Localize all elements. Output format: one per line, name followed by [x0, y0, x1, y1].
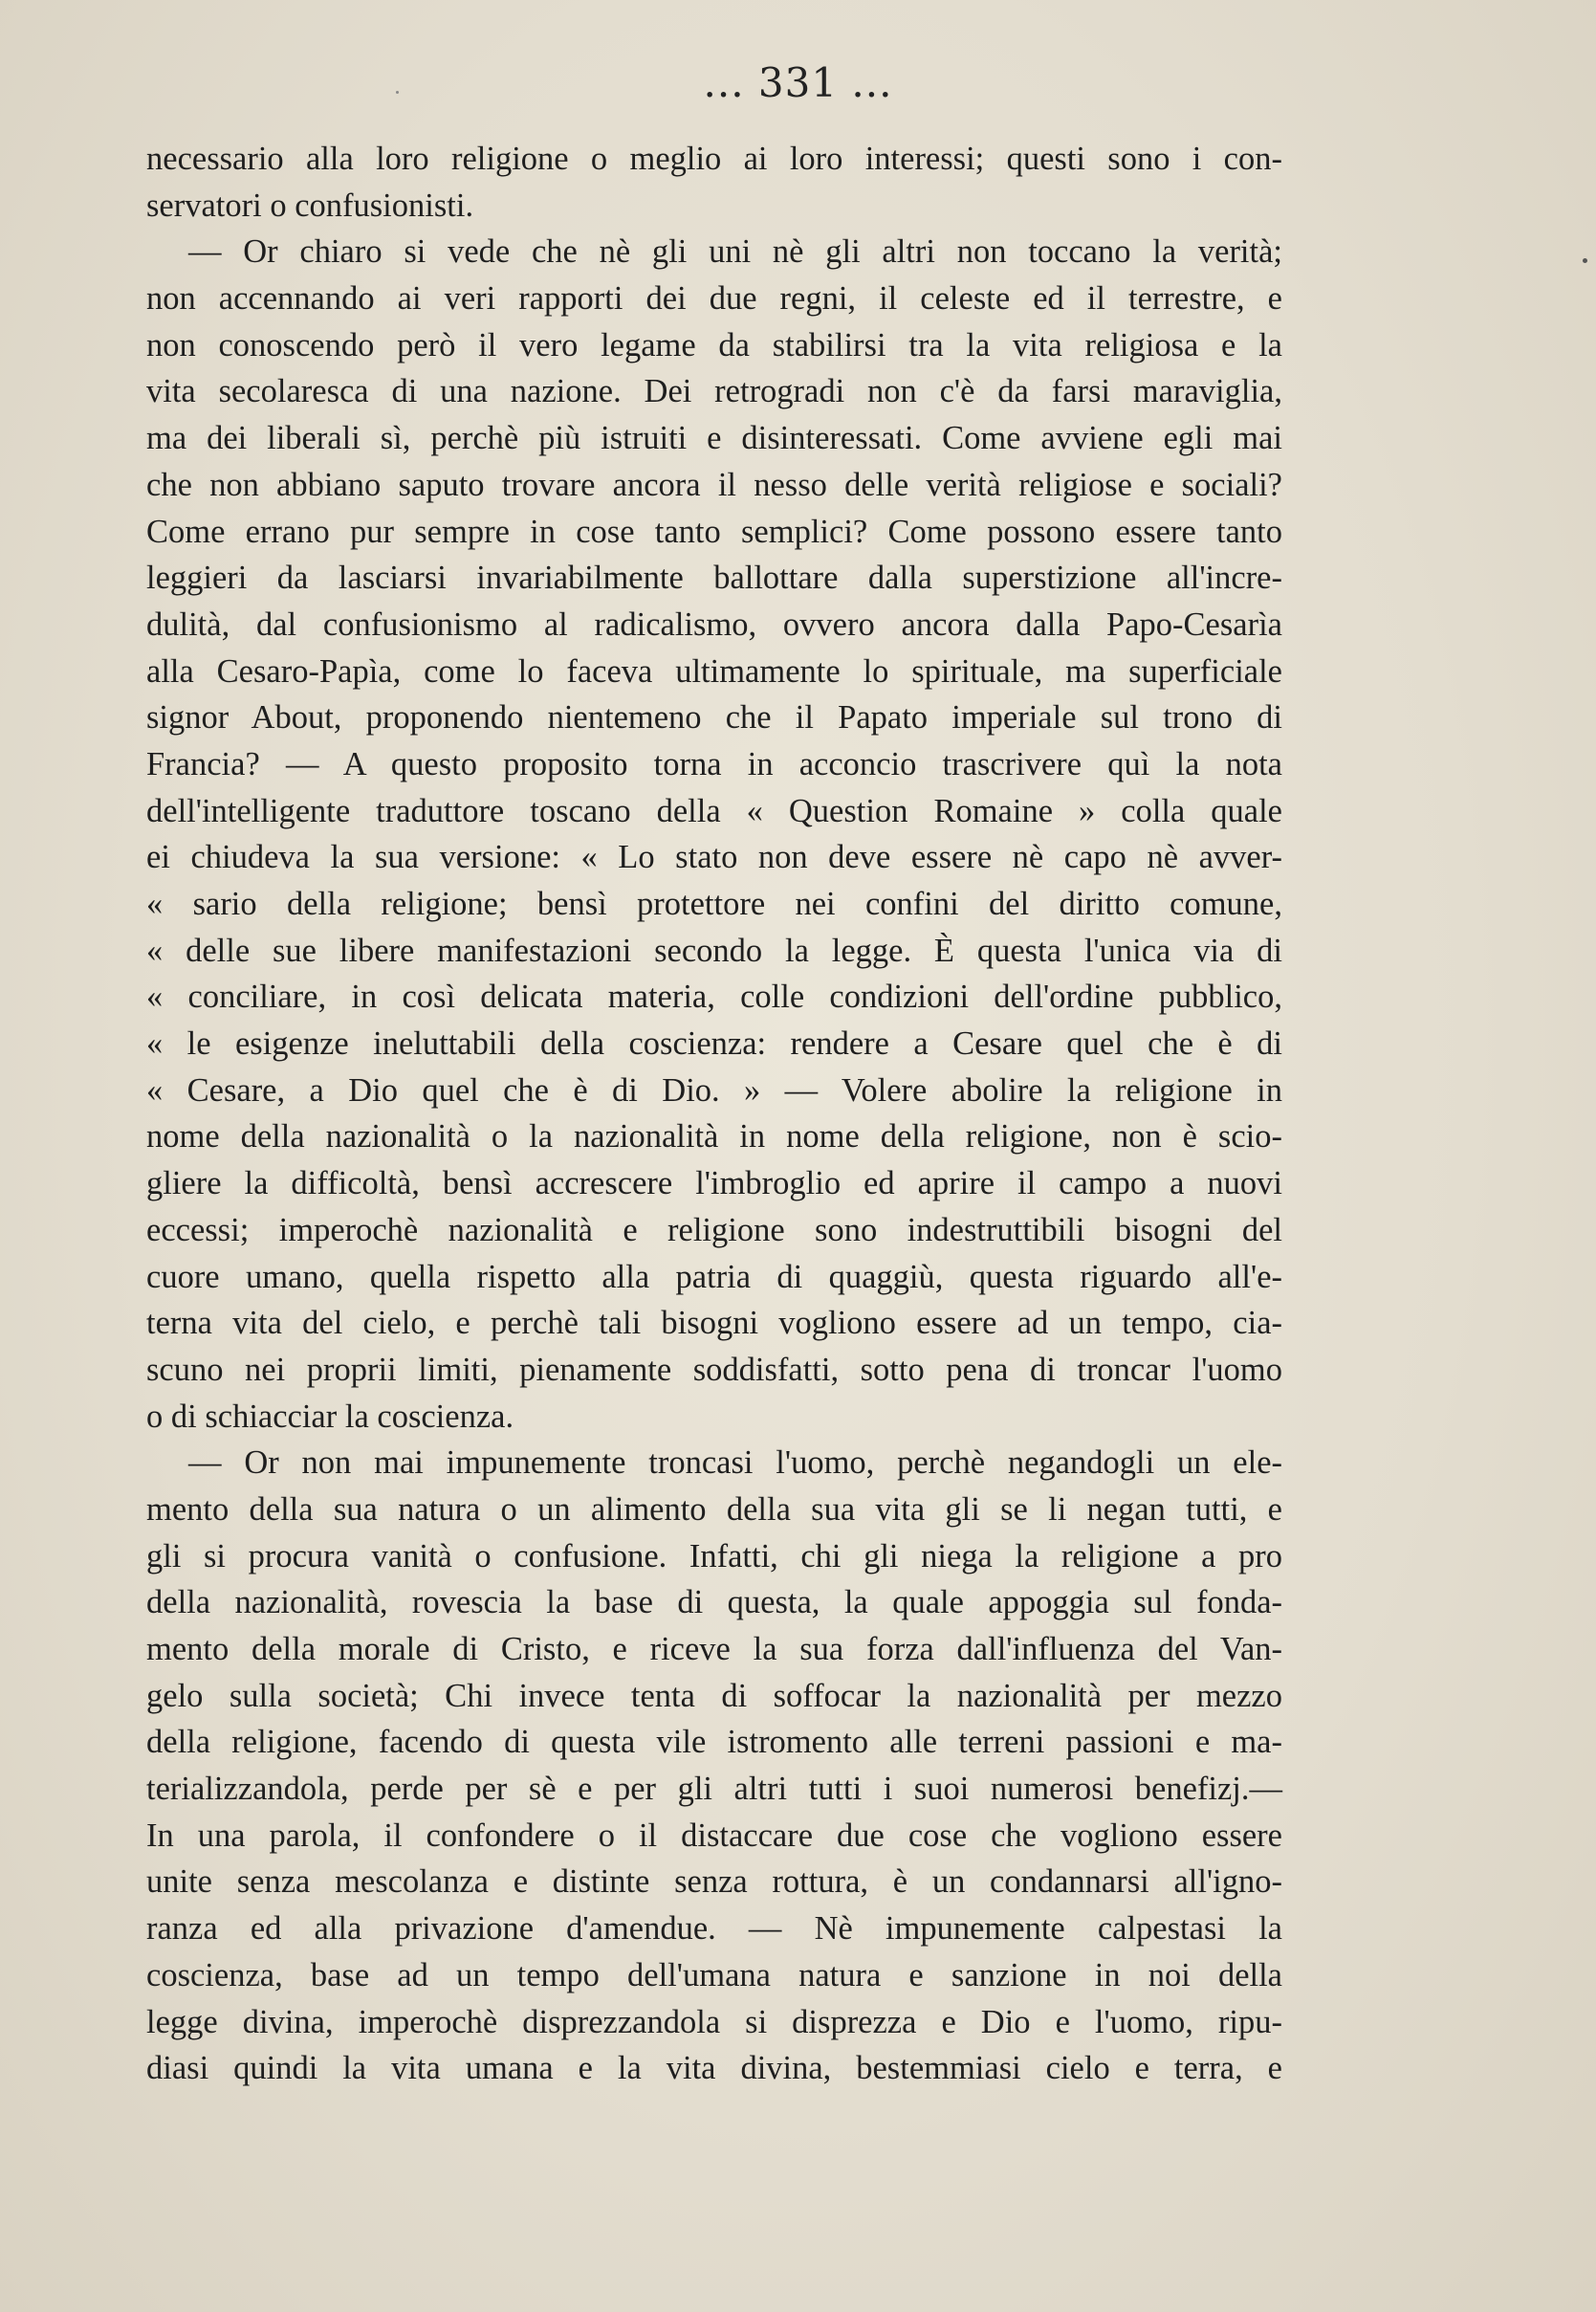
text-line: ma dei liberali sì, perchè più istruiti e disinteressati. Come avviene egli mai: [146, 420, 1282, 457]
text-line: o di schiacciar la coscienza.: [146, 1398, 514, 1435]
text-line: della nazionalità, rovescia la base di questa, la quale appoggia sul fonda-: [146, 1584, 1282, 1621]
text-line: mento della morale di Cristo, e riceve la sua forza dall'influenza del Van-: [146, 1631, 1282, 1667]
text-line: diasi quindi la vita umana e la vita divina, bestemmiasi cielo e terra, e: [146, 2050, 1282, 2087]
text-line: terna vita del cielo, e perchè tali bisogni vogliono essere ad un tempo, cia-: [146, 1305, 1282, 1342]
text-line: « Cesare, a Dio quel che è di Dio. » — Volere abolire la religione in: [146, 1071, 1282, 1109]
text-line: non conoscendo però il vero legame da stabilirsi tra la vita religiosa e la: [146, 326, 1282, 363]
text-line: gliere la difficoltà, bensì accrescere l'imbroglio ed aprire il campo a nuovi: [146, 1165, 1282, 1202]
text-line: gli si procura vanità o confusione. Infatti, chi gli niega la religione a pro: [146, 1537, 1282, 1574]
text-line: non accennando ai veri rapporti dei due regni, il celeste ed il terrestre, e: [146, 280, 1282, 318]
text-line: In una parola, il confondere o il distaccare due cose che vogliono essere: [146, 1817, 1282, 1854]
text-line: Come errano pur sempre in cose tanto semplici? Come possono essere tanto: [146, 513, 1282, 550]
text-line: che non abbiano saputo trovare ancora il nesso delle verità religiose e sociali?: [146, 466, 1282, 503]
text-line: coscienza, base ad un tempo dell'umana natura e sanzione in noi della: [146, 1956, 1282, 1993]
text-line: eccessi; imperochè nazionalità e religione sono indestruttibili bisogni del: [146, 1211, 1282, 1248]
text-line: « le esigenze ineluttabili della coscienza: rendere a Cesare quel che è di: [146, 1025, 1282, 1063]
text-line: — Or non mai impunemente troncasi l'uomo, perchè negandogli un ele-: [188, 1444, 1282, 1482]
page-number: ... 331 ...: [703, 59, 893, 106]
text-line: servatori o confusionisti.: [146, 187, 474, 224]
text-line: cuore umano, quella rispetto alla patria di quaggiù, questa riguardo all'e-: [146, 1258, 1282, 1295]
text-line: gelo sulla società; Chi invece tenta di soffocar la nazionalità per mezzo: [146, 1677, 1282, 1714]
text-line: signor About, proponendo nientemeno che il Papato imperiale sul trono di: [146, 699, 1282, 737]
text-line: Francia? — A questo proposito torna in acconcio trascrivere quì la nota: [146, 745, 1282, 782]
text-line: mento della sua natura o un alimento della sua vita gli se li negan tutti, e: [146, 1490, 1282, 1528]
text-line: « delle sue libere manifestazioni secondo la legge. È questa l'unica via di: [146, 932, 1282, 969]
text-line: legge divina, imperochè disprezzandola si disprezza e Dio e l'uomo, ripu-: [146, 2003, 1282, 2040]
text-line: « sario della religione; bensì protettore nei confini del diritto comune,: [146, 886, 1282, 922]
text-line: unite senza mescolanza e distinte senza rottura, è un condannarsi all'igno-: [146, 1863, 1282, 1901]
text-line: — Or chiaro si vede che nè gli uni nè gli altri non toccano la verità;: [188, 233, 1282, 271]
text-line: terializzandola, perde per sè e per gli altri tutti i suoi numerosi benefizj.—: [146, 1771, 1282, 1808]
text-line: « conciliare, in così delicata materia, colle condizioni dell'ordine pubblico,: [146, 979, 1282, 1016]
margin-mark: [1583, 258, 1587, 263]
text-line: dulità, dal confusionismo al radicalismo, ovvero ancora dalla Papo-Cesarìa: [146, 606, 1282, 643]
text-line: alla Cesaro-Papìa, come lo faceva ultimamente lo spirituale, ma superficiale: [146, 652, 1282, 690]
body-text: [146, 136, 1282, 2092]
text-line: necessario alla loro religione o meglio ai loro interessi; questi sono i con-: [146, 141, 1282, 177]
text-line: leggieri da lasciarsi invariabilmente ballottare dalla superstizione all'incre-: [146, 560, 1282, 597]
text-line: della religione, facendo di questa vile istromento alle terreni passioni e ma-: [146, 1724, 1282, 1761]
text-line: scuno nei proprii limiti, pienamente soddisfatti, sotto pena di troncar l'uomo: [146, 1351, 1282, 1388]
text-line: dell'intelligente traduttore toscano della « Question Romaine » colla quale: [146, 792, 1282, 829]
text-line: vita secolaresca di una nazione. Dei retrogradi non c'è da farsi maraviglia,: [146, 373, 1282, 410]
text-line: nome della nazionalità o la nazionalità in nome della religione, non è scio-: [146, 1118, 1282, 1156]
text-line: ranza ed alla privazione d'amendue. — Nè impunemente calpestasi la: [146, 1910, 1282, 1948]
text-line: ei chiudeva la sua versione: « Lo stato non deve essere nè capo nè avver-: [146, 839, 1282, 876]
